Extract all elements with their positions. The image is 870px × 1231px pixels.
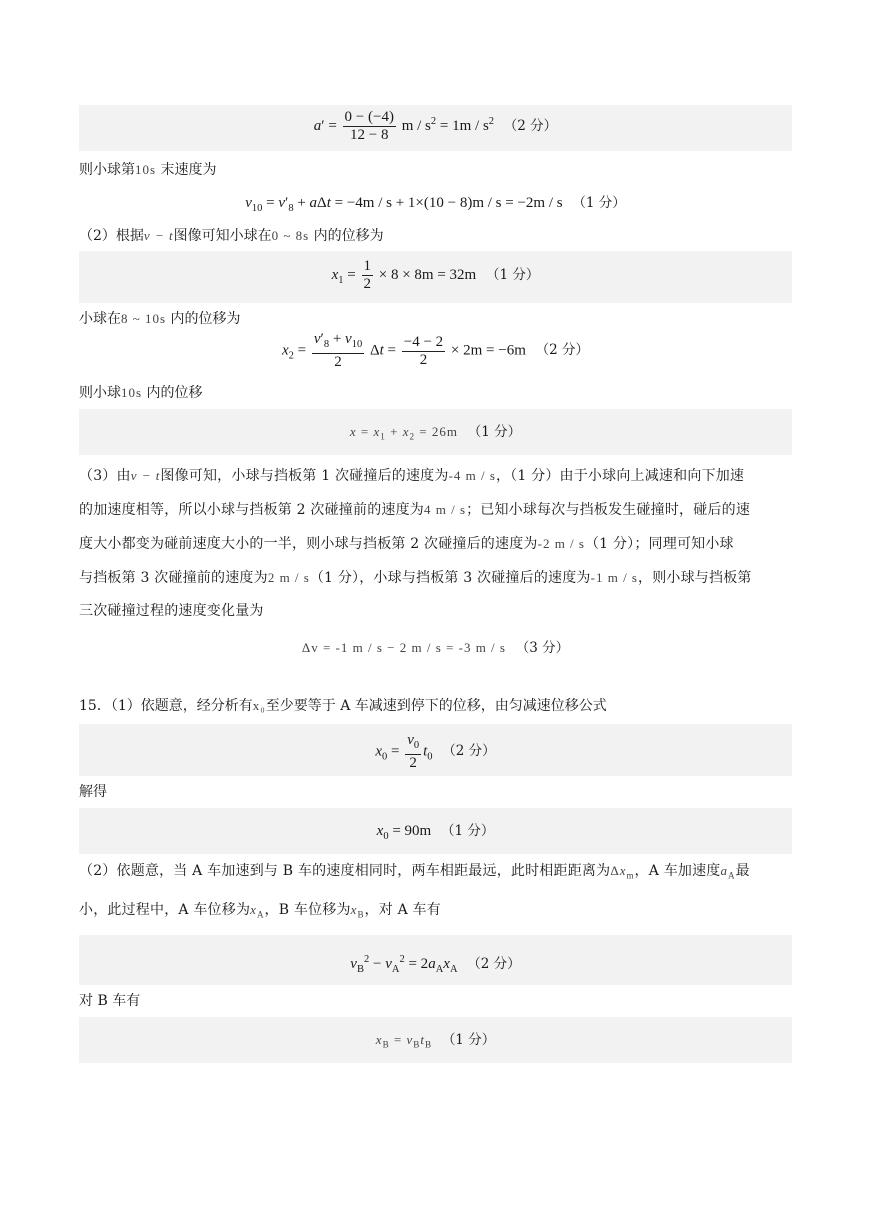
points-label: （2 分） [467,956,521,973]
points-label: （2 分） [442,743,496,760]
equation-accel: a′ = $\frac{0 - (-4)}{12 - 8}$ $m / s^2 = 1m / s^2$ （2 分） [79,105,792,151]
equation-x2: $x_2$ = $\frac{v'_8 + v_{10}}{2}$ Δt = $\frac{-4 - 2}{2}$ × 2m = −6m （2 分） [281,331,590,370]
equation-a-car: $v_B^2 - v_A^2 = 2a_Ax_A$ （2 分） [79,935,792,985]
equation-x0-formula: $x_0$ = $\frac{v_0}{2}$ $t_0$ （2 分） [79,724,792,776]
text-line: 则小球第10s 末速度为 [79,162,217,178]
equation-b-car: $x_B = v_Bt_B$ （1 分） [79,1017,792,1063]
points-label: （2 分） [535,342,590,359]
text-line: 对 B 车有 [79,993,141,1010]
text-line: （2）根据v − t图像可知小球在0 ~ 8s 内的位移为 [79,228,384,244]
points-label: （1 分） [467,424,522,440]
text-line: 小球在8 ~ 10s 内的位移为 [79,311,241,327]
points-label: （2 分） [503,117,558,134]
points-label: （1 分） [485,266,540,283]
equation-dv: Δv = -1 m / s − 2 m / s = -3 m / s （3 分） [301,640,570,656]
equation-v10: $v_{10} = v'_8 + a\Delta t = -4m / s + 1\times(10 - 8)m / s = -2m / s$ （1 分） [245,195,626,214]
equation-x0-result: $x_0 = 90m$ （1 分） [79,808,792,854]
paragraph-part3: （3）由v − t图像可知，小球与挡板第 1 次碰撞后的速度为-4 m / s，（1 分）由于小球向上减速和向下加速 的加速度相等，所以小球与挡板第 2 次碰撞前的速度为4 m / s；已知小球每次与挡板发生碰撞时，碰后的速 度大小都变为碰前速度大小的一半，则小球与挡板第 2 次碰撞后的速度为-2 m / s（1 分）；同理可知小球 与挡板第 3 次碰撞前的速度为2 m / s（1 分），小球与挡板第 3 次碰撞后的速度为-1 m / s，则小球与挡板第 三次碰撞过程的速度变化量为 [79,468,752,619]
solution-page [79,105,792,1063]
text-line: 解得 [79,784,107,800]
points-label: （1 分） [440,823,495,839]
question-15-head: 15．（1）依题意，经分析有x₀至少要等于 A 车减速到停下的位移，由匀减速位移公式 [79,698,607,714]
points-label: （1 分） [572,195,626,211]
points-label: （3 分） [515,640,570,656]
points-label: （1 分） [441,1032,496,1049]
paragraph-part2: （2）依题意，当 A 车加速到与 B 车的速度相同时，两车相距最远，此时相距距离为$\Delta x_m$，A 车加速度$a_A$最 小，此过程中，A 车位移为$x_A$，B 车位移为$x_B$，对 A 车有 [79,863,750,920]
equation-x: $x = x_1 + x_2 = 26m$ （1 分） [79,409,792,455]
text-line: 则小球10s 内的位移 [79,385,203,401]
equation-x1: $x_1$ = $\frac{1}{2}$ × 8 × 8m = 32m （1 分） [79,251,792,303]
